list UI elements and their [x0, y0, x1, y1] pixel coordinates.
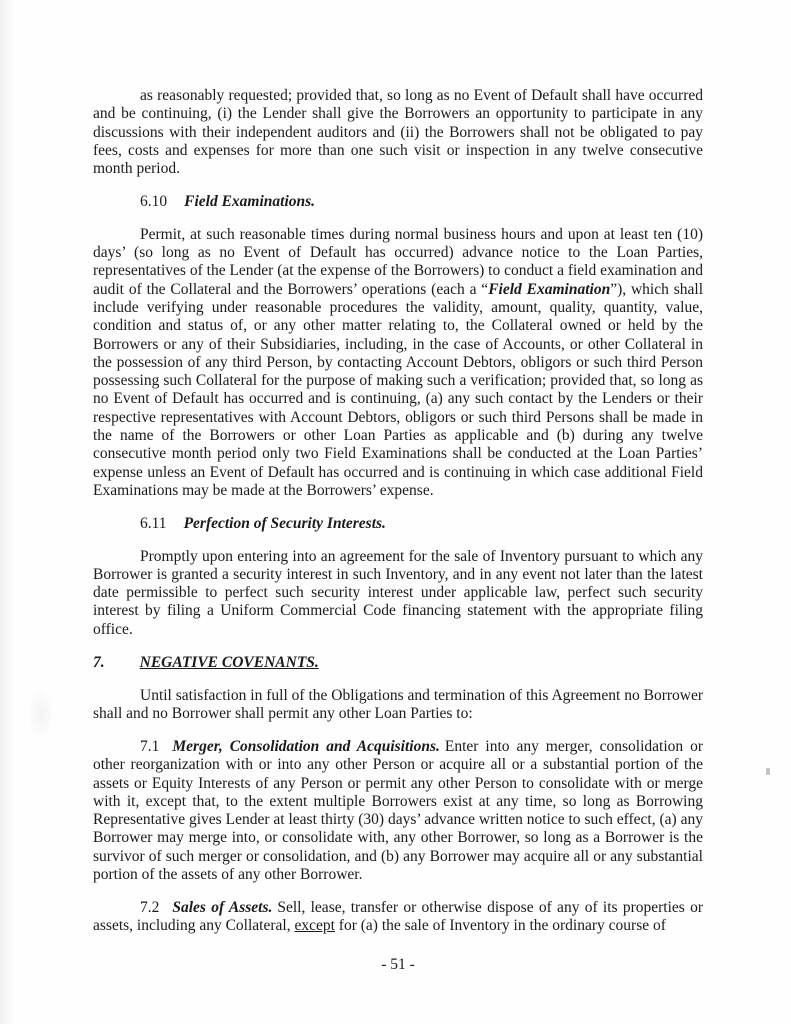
- section-number: 6.11: [140, 514, 167, 532]
- paragraph-negative-covenants-intro: Until satisfaction in full of the Obligations and termination of this Agreement no Borrower shall and no Borrower shall permit any other Loan Parties to:: [93, 686, 703, 723]
- article-title: NEGATIVE COVENANTS.: [139, 653, 319, 671]
- document-body: [93, 87, 703, 950]
- underlined-word: except: [294, 917, 335, 935]
- section-number: 6.10: [140, 192, 168, 210]
- article-number: 7.: [93, 653, 105, 671]
- paragraph-7-1-merger: 7.1 Merger, Consolidation and Acquisitions. Enter into any merger, consolidation or other reorganization with or into any other Person or acquire all or a substantial portion of the assets or Equity Interests of any Person or permit any other Person to consolidate with or merge with it, except that, to the extent multiple Borrowers exist at any time, so long as Borrowing Representative gives Lender at least thirty (30) days’ advance written notice to such effect, (a) any Borrower may merge into, or consolidate with, any other Borrower, so long as a Borrower is the survivor of such merger or consolidation, and (b) any Borrower may acquire all or any substantial portion of the assets of any other Borrower.: [93, 737, 703, 883]
- page-number: - 51 -: [381, 956, 415, 973]
- section-heading-6-10: [93, 193, 703, 211]
- paragraph-perfection: Promptly upon entering into an agreement for the sale of Inventory pursuant to which any Borrower is granted a security interest in such Inventory, and in any event not later than the latest date permissible to perfect such security interest under applicable law, perfect such security interest by filing a Uniform Commercial Code financing statement with the appropriate filing office.: [93, 547, 703, 638]
- paragraph-continuation: as reasonably requested; provided that, so long as no Event of Default shall have occurred and be continuing, (i) the Lender shall give the Borrowers an opportunity to participate in any discussions with their independent auditors and (ii) the Borrowers shall not be obligated to pay fees, costs and expenses for more than one such visit or inspection in any twelve consecutive month period.: [93, 87, 703, 178]
- section-title: Merger, Consolidation and Acquisitions.: [172, 737, 440, 755]
- section-number: 7.1: [140, 737, 160, 755]
- section-title: Field Examinations.: [184, 192, 316, 210]
- section-heading-6-11: [93, 515, 703, 533]
- section-title: Sales of Assets.: [172, 898, 273, 916]
- section-title: Perfection of Security Interests.: [183, 514, 386, 532]
- article-heading-7: [93, 654, 703, 672]
- section-number: 7.2: [140, 898, 160, 916]
- paragraph-7-2-sales: 7.2 Sales of Assets. Sell, lease, transfer or otherwise dispose of any of its properties or assets, including any Collateral, except for (a) the sale of Inventory in the ordinary course of: [93, 898, 703, 935]
- scan-artifact: [28, 688, 54, 740]
- paragraph-field-examinations: Permit, at such reasonable times during normal business hours and upon at least ten (10) days’ (so long as no Event of Default has occurred) advance notice to the Loan Parties, representatives of the Lender (at the expense of the Borrowers) to conduct a field examination and audit of the Collateral and the Borrowers’ operations (each a “Field Examination”), which shall include verifying under reasonable procedures the validity, amount, quality, quantity, value, condition and status of, or any other matter relating to, the Collateral owned or held by the Borrowers or any of their Subsidiaries, including, in the case of Accounts, or other Collateral in the possession of any third Person, by contacting Account Debtors, obligors or such third Person possessing such Collateral for the purpose of making such a verification; provided that, so long as no Event of Default has occurred and is continuing, (a) any such contact by the Lenders or their respective representatives with Account Debtors, obligors or such third Persons shall be made in the name of the Borrowers or other Loan Parties as applicable and (b) during any twelve consecutive month period only two Field Examinations shall be conducted at the Loan Parties’ expense unless an Event of Default has occurred and is continuing in which case additional Field Examinations may be made at the Borrowers’ expense.: [93, 225, 703, 499]
- scan-artifact: [766, 768, 770, 775]
- defined-term: Field Examination: [488, 280, 611, 298]
